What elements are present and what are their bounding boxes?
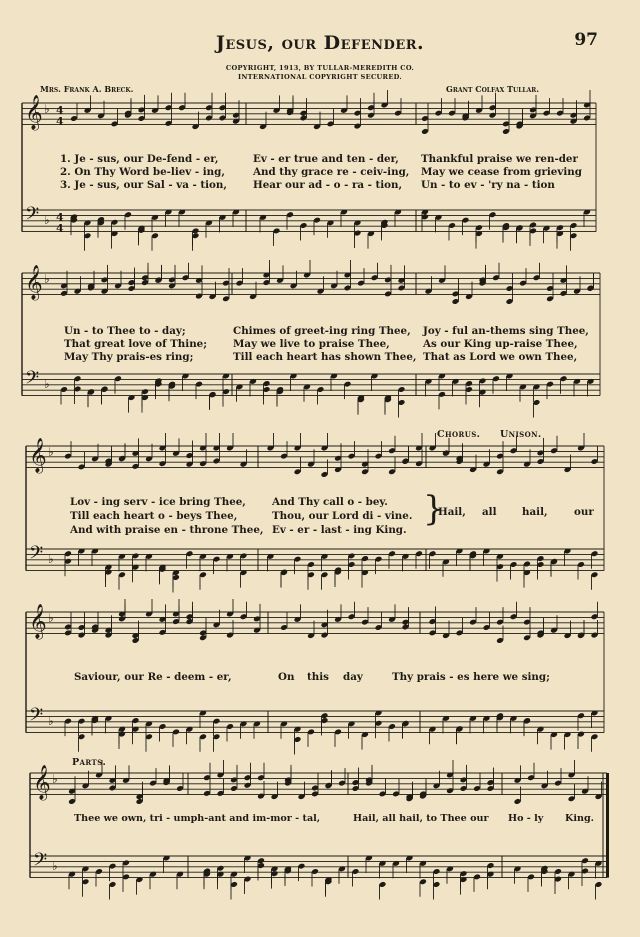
treble-clef: 𝄞 <box>25 265 43 300</box>
time-signature-bottom: 4 <box>56 115 64 128</box>
lyric-s3-v3-a: And with praise en - throne Thee, <box>70 524 264 536</box>
lyric-s3-v1-b: And Thy call o - bey. <box>272 496 388 508</box>
lyric-s5-d: King. <box>565 813 595 824</box>
copyright-notice: INTERNATIONAL COPYRIGHT SECURED. <box>237 73 403 81</box>
key-signature-flat: ♭ <box>52 859 58 873</box>
verse-brace: } <box>423 489 445 529</box>
lyric-s2-v2-c: As our King up-raise Thee, <box>423 338 578 350</box>
treble-clef: 𝄞 <box>29 438 47 473</box>
key-signature-flat: ♭ <box>44 377 50 391</box>
chorus-word-our: our <box>574 506 594 518</box>
lyric-s1-v1-c: Thankful praise we ren-der <box>421 153 578 165</box>
bass-clef: 𝄢 <box>33 850 48 875</box>
lyric-s1-v1-a: 1. Je - sus, our De-fend - er, <box>60 153 219 165</box>
lyric-s3-v3-b: Ev - er - last - ing King. <box>272 524 407 536</box>
lyric-s5-b: Hail, all hail, to Thee our <box>353 813 489 824</box>
lyric-s2-v3-a: May Thy prais-es ring; <box>64 351 194 363</box>
unison-label: Unison. <box>500 429 542 440</box>
chorus-word-all: all <box>482 506 497 518</box>
copyright-line: COPYRIGHT, 1913, BY TULLAR-MEREDITH CO. <box>225 64 415 72</box>
time-signature-top: 4 <box>56 211 64 224</box>
key-signature-flat: ♭ <box>48 445 54 459</box>
lyric-s1-v2-a: 2. On Thy Word be-liev - ing, <box>60 166 225 178</box>
lyric-s4-e: Thy prais - es here we sing; <box>392 671 550 683</box>
key-signature-flat: ♭ <box>44 213 50 227</box>
lyric-s2-v1-c: Joy - ful an-thems sing Thee, <box>423 325 589 337</box>
parts-label: Parts. <box>72 757 107 768</box>
bass-clef: 𝄢 <box>29 705 44 730</box>
lyric-s2-v2-b: May we live to praise Thee, <box>233 338 390 350</box>
bass-clef: 𝄢 <box>25 204 40 229</box>
key-signature-flat: ♭ <box>52 772 58 786</box>
treble-clef: 𝄞 <box>33 765 51 800</box>
key-signature-flat: ♭ <box>48 611 54 625</box>
lyric-s1-v2-b: And thy grace re - ceiv-ing, <box>253 166 410 178</box>
lyric-s1-v3-a: 3. Je - sus, our Sal - va - tion, <box>60 179 227 191</box>
time-signature-bottom: 4 <box>56 222 64 235</box>
treble-clef: 𝄞 <box>25 95 43 130</box>
time-signature-top: 4 <box>56 104 64 117</box>
lyric-s2-v1-a: Un - to Thee to - day; <box>64 325 186 337</box>
lyric-s4-a: Saviour, our Re - deem - er, <box>74 671 232 683</box>
key-signature-flat: ♭ <box>44 272 50 286</box>
key-signature-flat: ♭ <box>44 102 50 116</box>
chorus-label: Chorus. <box>437 429 481 440</box>
chorus-word-hail-1: Hail, <box>438 506 466 518</box>
lyric-s2-v2-a: That great love of Thine; <box>64 338 208 350</box>
lyric-s4-d: day <box>343 671 363 683</box>
lyric-s3-v1-a: Lov - ing serv - ice bring Thee, <box>70 496 246 508</box>
lyric-s2-v3-c: That as Lord we own Thee, <box>423 351 578 363</box>
chorus-word-hail-2: hail, <box>522 506 548 518</box>
lyric-s1-v1-b: Ev - er true and ten - der, <box>253 153 399 165</box>
lyric-s3-v2-a: Till each heart o - beys Thee, <box>70 510 238 522</box>
final-barline-thick <box>606 773 609 878</box>
lyric-s5-a: Thee we own, tri - umph-ant and im-mor - tal, <box>74 813 321 824</box>
treble-clef: 𝄞 <box>29 604 47 639</box>
lyric-s4-c: this <box>307 671 329 683</box>
bass-clef: 𝄢 <box>29 543 44 568</box>
words-credit: Mrs. Frank A. Breck. <box>40 84 134 94</box>
lyric-s1-v2-c: May we cease from grieving <box>421 166 582 178</box>
hymn-title: Jesus, our Defender. <box>215 32 425 54</box>
lyric-s2-v1-b: Chimes of greet-ing ring Thee, <box>233 325 411 337</box>
lyric-s3-v2-b: Thou, our Lord di - vine. <box>272 510 413 522</box>
lyric-s2-v3-b: Till each heart has shown Thee, <box>233 351 417 363</box>
lyric-s1-v3-c: Un - to ev - 'ry na - tion <box>421 179 555 191</box>
lyric-s4-b: On <box>278 671 295 683</box>
bass-clef: 𝄢 <box>25 368 40 393</box>
key-signature-flat: ♭ <box>48 714 54 728</box>
key-signature-flat: ♭ <box>48 552 54 566</box>
lyric-s5-c: Ho - ly <box>508 813 544 824</box>
lyric-s1-v3-b: Hear our ad - o - ra - tion, <box>253 179 403 191</box>
page-number: 97 <box>574 30 598 50</box>
music-credit: Grant Colfax Tullar. <box>446 84 540 94</box>
